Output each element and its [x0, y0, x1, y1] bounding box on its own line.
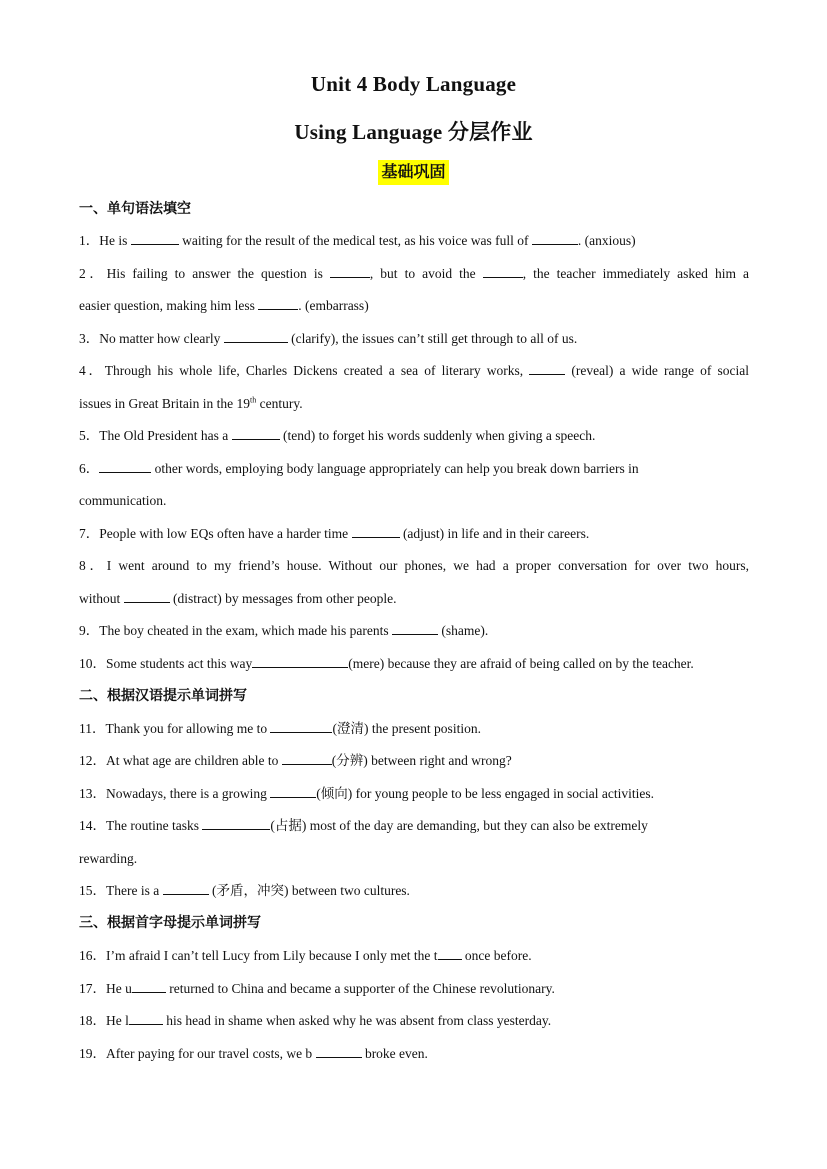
question-3: 3．No matter how clearly (clarify), the issues can’t still get through to all of us.: [79, 331, 578, 346]
question-14: 14．The routine tasks (占据) most of the day are demanding, but they can also be extremely: [79, 818, 648, 833]
question-16: 16．I’m afraid I can’t tell Lucy from Lily because I only met the t once before.: [79, 948, 532, 963]
answer-blank[interactable]: [131, 232, 179, 245]
answer-blank[interactable]: [438, 947, 462, 960]
answer-blank[interactable]: [252, 655, 348, 668]
answer-blank[interactable]: [352, 525, 400, 538]
question-4: 4．Through his whole life, Charles Dickens created a sea of literary works, (reveal) a wide range of social: [79, 363, 750, 378]
answer-blank[interactable]: [99, 460, 151, 473]
question-11: 11．Thank you for allowing me to (澄清) the present position.: [79, 721, 481, 736]
answer-blank[interactable]: [316, 1045, 362, 1058]
question-15: 15．There is a (矛盾，冲突) between two cultures.: [79, 883, 410, 898]
level-badge: 基础巩固: [378, 160, 448, 185]
question-12: 12．At what age are children able to (分辨) between right and wrong?: [79, 753, 512, 768]
question-2: 2．His failing to answer the question is , but to avoid the , the teacher immediately asked him a: [79, 266, 749, 281]
answer-blank[interactable]: [124, 590, 170, 603]
answer-blank[interactable]: [232, 427, 280, 440]
question-8-cont: without (distract) by messages from other people.: [79, 591, 397, 606]
page-subtitle: Using Language 分层作业: [294, 120, 533, 144]
answer-blank[interactable]: [532, 232, 578, 245]
question-4-cont: issues in Great Britain in the 19th century.: [79, 395, 303, 411]
answer-blank[interactable]: [258, 297, 298, 310]
answer-blank[interactable]: [132, 980, 166, 993]
question-10: 10．Some students act this way (mere) because they are afraid of being called on by the teacher.: [79, 656, 694, 671]
question-6-cont: communication.: [79, 493, 167, 508]
answer-blank[interactable]: [129, 1012, 163, 1025]
question-7: 7．People with low EQs often have a harder time (adjust) in life and in their careers.: [79, 526, 590, 541]
question-9: 9．The boy cheated in the exam, which made his parents (shame).: [79, 623, 489, 638]
question-13: 13．Nowadays, there is a growing (倾向) for young people to be less engaged in social activities.: [79, 786, 655, 801]
question-2-cont: easier question, making him less . (embarrass): [79, 298, 369, 313]
answer-blank[interactable]: [330, 265, 370, 278]
answer-blank[interactable]: [163, 882, 209, 895]
level-badge-row: [0, 160, 827, 185]
question-5: 5．The Old President has a (tend) to forget his words suddenly when giving a speech.: [79, 428, 596, 443]
question-8: 8．I went around to my friend’s house. Without our phones, we had a proper conversation for over two hours,: [79, 558, 750, 573]
answer-blank[interactable]: [224, 330, 288, 343]
answer-blank[interactable]: [270, 785, 316, 798]
question-14-cont: rewarding.: [79, 851, 138, 866]
page-title: Unit 4 Body Language: [310, 72, 517, 96]
answer-blank[interactable]: [202, 817, 270, 830]
answer-blank[interactable]: [529, 362, 565, 375]
answer-blank[interactable]: [270, 720, 332, 733]
answer-blank[interactable]: [282, 752, 332, 765]
question-1: 1．He is waiting for the result of the medical test, as his voice was full of . (anxious): [79, 233, 636, 248]
question-18: 18．He l his head in shame when asked why he was absent from class yesterday.: [79, 1013, 552, 1028]
section-heading-2: 二、根据汉语提示单词拼写: [79, 688, 247, 704]
question-17: 17．He u returned to China and became a supporter of the Chinese revolutionary.: [79, 981, 555, 996]
section-heading-3: 三、根据首字母提示单词拼写: [79, 915, 261, 931]
question-6: 6． other words, employing body language appropriately can help you break down barriers in: [79, 461, 639, 476]
answer-blank[interactable]: [483, 265, 523, 278]
question-19: 19．After paying for our travel costs, we b broke even.: [79, 1046, 428, 1061]
answer-blank[interactable]: [392, 622, 438, 635]
section-heading-1: 一、单句语法填空: [79, 201, 191, 217]
